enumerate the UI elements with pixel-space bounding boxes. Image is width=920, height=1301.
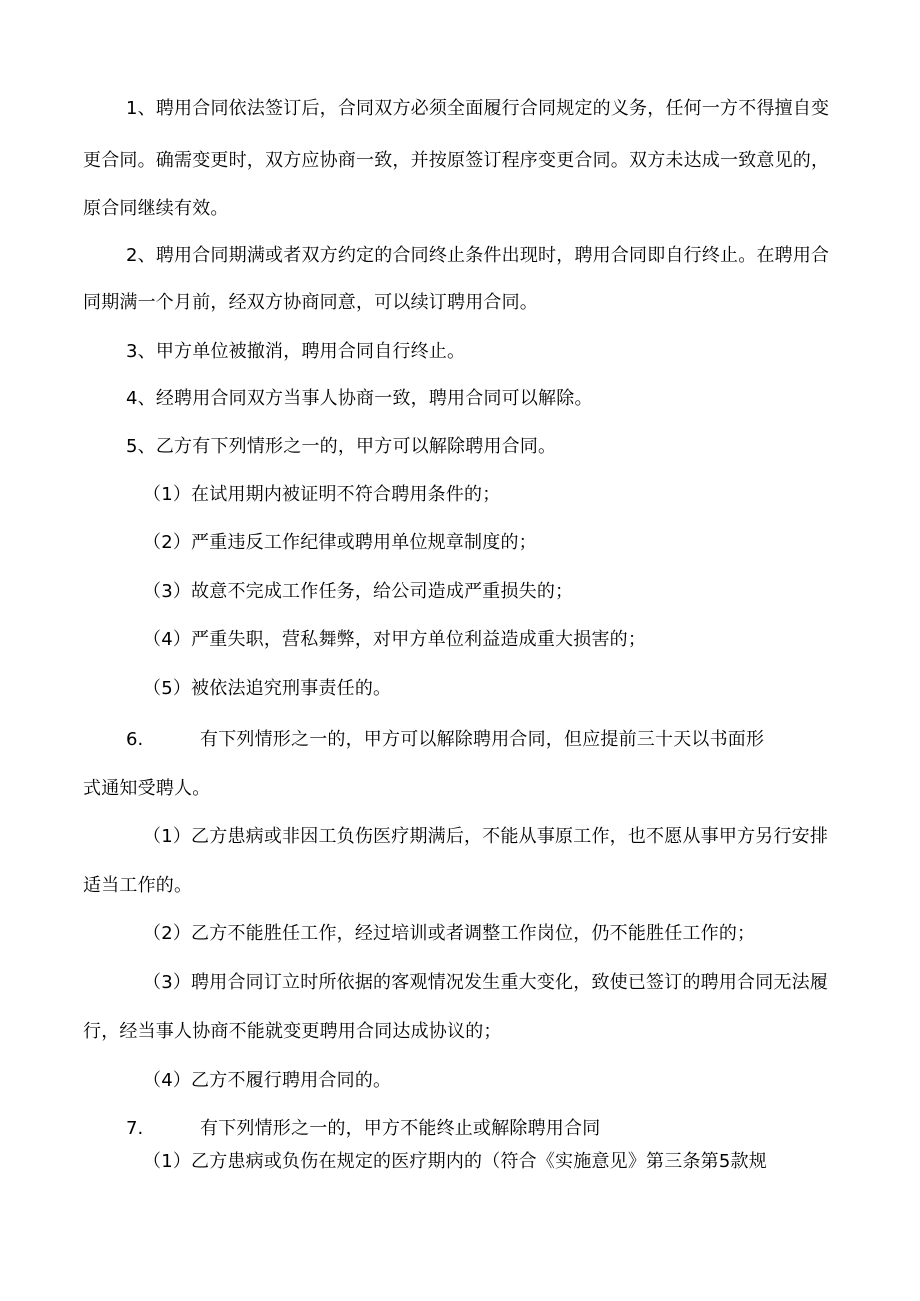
paragraph-7-line-1: 有下列情形之一的，甲方不能终止或解除聘用合同 <box>200 1118 601 1139</box>
paragraph-6-item-3-line-2: 行，经当事人协商不能就变更聘用合同达成协议的； <box>83 1021 502 1042</box>
paragraph-1-line-2: 更合同。确需变更时，双方应协商一致，并按原签订程序变更合同。双方未达成一致意见的， <box>83 150 830 171</box>
paragraph-2-line-2: 同期满一个月前，经双方协商同意，可以续订聘用合同。 <box>83 292 538 313</box>
paragraph-5-item-3: （3）故意不完成工作任务，给公司造成严重损失的； <box>143 581 574 602</box>
paragraph-5-item-2: （2）严重违反工作纪律或聘用单位规章制度的； <box>143 532 537 553</box>
paragraph-6-number: 6. <box>126 729 144 750</box>
paragraph-5-item-1: （1）在试用期内被证明不符合聘用条件的； <box>143 484 501 505</box>
paragraph-6-item-3-line-1: （3）聘用合同订立时所依据的客观情况发生重大变化，致使已签订的聘用合同无法履 <box>143 972 829 993</box>
paragraph-5-intro: 5、乙方有下列情形之一的，甲方可以解除聘用合同。 <box>126 436 557 457</box>
paragraph-5-item-4: （4）严重失职，营私舞弊，对甲方单位利益造成重大损害的； <box>143 629 647 650</box>
paragraph-6-item-1-line-1: （1）乙方患病或非因工负伤医疗期满后，不能从事原工作，也不愿从事甲方另行安排 <box>143 826 829 847</box>
paragraph-7-item-1-line-1: （1）乙方患病或负伤在规定的医疗期内的（符合《实施意见》第三条第5款规 <box>143 1151 767 1172</box>
paragraph-6-line-1: 有下列情形之一的，甲方可以解除聘用合同，但应提前三十天以书面形 <box>200 729 765 750</box>
paragraph-4: 4、经聘用合同双方当事人协商一致，聘用合同可以解除。 <box>126 388 593 409</box>
paragraph-6-item-2: （2）乙方不能胜任工作，经过培训或者调整工作岗位，仍不能胜任工作的； <box>143 923 756 944</box>
paragraph-2-line-1: 2、聘用合同期满或者双方约定的合同终止条件出现时，聘用合同即自行终止。在聘用合 <box>126 245 830 266</box>
paragraph-5-item-5: （5）被依法追究刑事责任的。 <box>143 678 392 699</box>
paragraph-1-line-3: 原合同继续有效。 <box>83 198 229 219</box>
paragraph-7-number: 7. <box>126 1118 144 1139</box>
paragraph-6-item-1-line-2: 适当工作的。 <box>83 875 193 896</box>
paragraph-1-line-1: 1、聘用合同依法签订后，合同双方必须全面履行合同规定的义务，任何一方不得擅自变 <box>126 98 830 119</box>
paragraph-6-line-2: 式通知受聘人。 <box>83 778 211 799</box>
paragraph-6-item-4: （4）乙方不履行聘用合同的。 <box>143 1070 392 1091</box>
paragraph-3: 3、甲方单位被撤消，聘用合同自行终止。 <box>126 341 466 362</box>
